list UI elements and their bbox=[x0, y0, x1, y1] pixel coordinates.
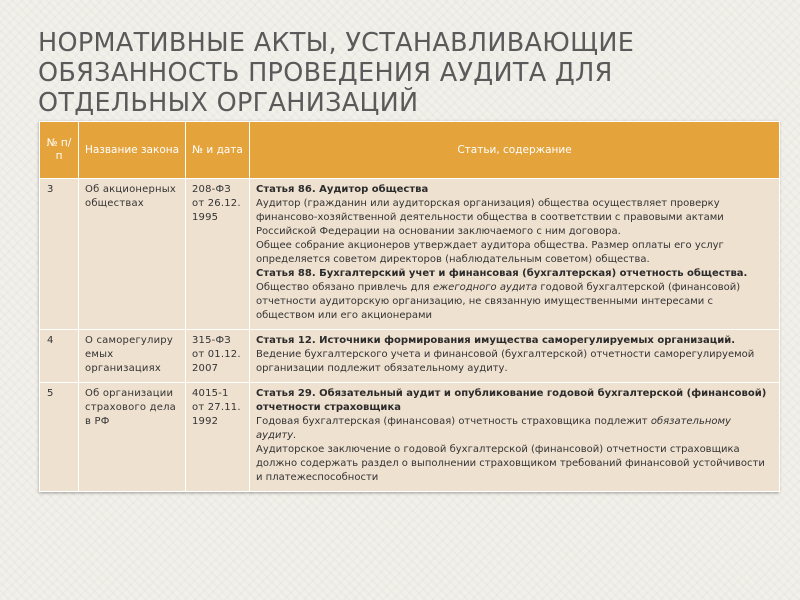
header-num: № п/п bbox=[40, 122, 79, 179]
header-law-name: Название закона bbox=[79, 122, 186, 179]
table-header-row bbox=[40, 122, 780, 179]
acts-table-container bbox=[39, 121, 779, 492]
article-text: Общее собрание акционеров утверждает аудитора общества. Размер оплаты его услуг определяется советом директоров (наблюдательным советом) общества. bbox=[256, 240, 724, 265]
article-heading: Статья 86. Аудитор общества bbox=[256, 184, 429, 195]
text-part: Годовая бухгалтерская (финансовая) отчетность страховщика подлежит bbox=[256, 416, 651, 427]
article-heading: Статья 88. Бухгалтерский учет и финансовая (бухгалтерская) отчетность общества. bbox=[256, 268, 748, 279]
row-law-name: О саморегулиру емых организациях bbox=[79, 330, 186, 383]
row-num: 3 bbox=[40, 179, 79, 330]
table-row bbox=[40, 179, 780, 330]
row-num: 4 bbox=[40, 330, 79, 383]
article-text: Аудитор (гражданин или аудиторская организация) общества осуществляет проверку финансово-хозяйственной деятельности общества в соответствии с правовыми актами Российской Федерации на основании заключаемого с ним договора. bbox=[256, 198, 724, 237]
title-line: ОБЯЗАННОСТЬ ПРОВЕДЕНИЯ АУДИТА ДЛЯ bbox=[38, 58, 613, 88]
header-act-number-date: № и дата bbox=[186, 122, 250, 179]
emphasis-text: обязательному аудиту. bbox=[256, 416, 731, 441]
article-text bbox=[256, 281, 774, 323]
row-content bbox=[250, 179, 780, 330]
row-law-name: Об организации страхового дела в РФ bbox=[79, 383, 186, 492]
row-act-number-date: 4015-1 от 27.11. 1992 bbox=[186, 383, 250, 492]
row-law-name: Об акционерных обществах bbox=[79, 179, 186, 330]
row-content bbox=[250, 383, 780, 492]
row-num: 5 bbox=[40, 383, 79, 492]
slide-title bbox=[38, 28, 778, 118]
row-content bbox=[250, 330, 780, 383]
header-articles-content: Статьи, содержание bbox=[250, 122, 780, 179]
table-row bbox=[40, 330, 780, 383]
title-line: НОРМАТИВНЫЕ АКТЫ, УСТАНАВЛИВАЮЩИЕ bbox=[38, 28, 635, 58]
title-line: ОТДЕЛЬНЫХ ОРГАНИЗАЦИЙ bbox=[38, 88, 419, 118]
acts-table bbox=[39, 121, 780, 492]
article-text: Ведение бухгалтерского учета и финансовой (бухгалтерской) отчетности саморегулируемой организации подлежит обязательному аудиту. bbox=[256, 349, 755, 374]
table-row bbox=[40, 383, 780, 492]
text-part: Общество обязано привлечь для bbox=[256, 282, 434, 293]
text-part: годовой бухгалтерской (финансовой) отчетности аудиторскую организацию, не связанную имущественными интересами с обществом или его акционерами bbox=[256, 282, 741, 321]
row-act-number-date: 315-ФЗ от 01.12. 2007 bbox=[186, 330, 250, 383]
article-heading: Статья 29. Обязательный аудит и опубликование годовой бухгалтерской (финансовой) отчетности страховщика bbox=[256, 388, 767, 413]
article-text: Аудиторское заключение о годовой бухгалтерской (финансовой) отчетности страховщика должно содержать раздел о выполнении страховщиком требований финансовой устойчивости и платежеспособности bbox=[256, 444, 765, 483]
emphasis-text: ежегодного аудита bbox=[433, 282, 538, 293]
article-text bbox=[256, 415, 774, 443]
row-act-number-date: 208-ФЗ от 26.12. 1995 bbox=[186, 179, 250, 330]
article-heading: Статья 12. Источники формирования имущества саморегулируемых организаций. bbox=[256, 335, 736, 346]
